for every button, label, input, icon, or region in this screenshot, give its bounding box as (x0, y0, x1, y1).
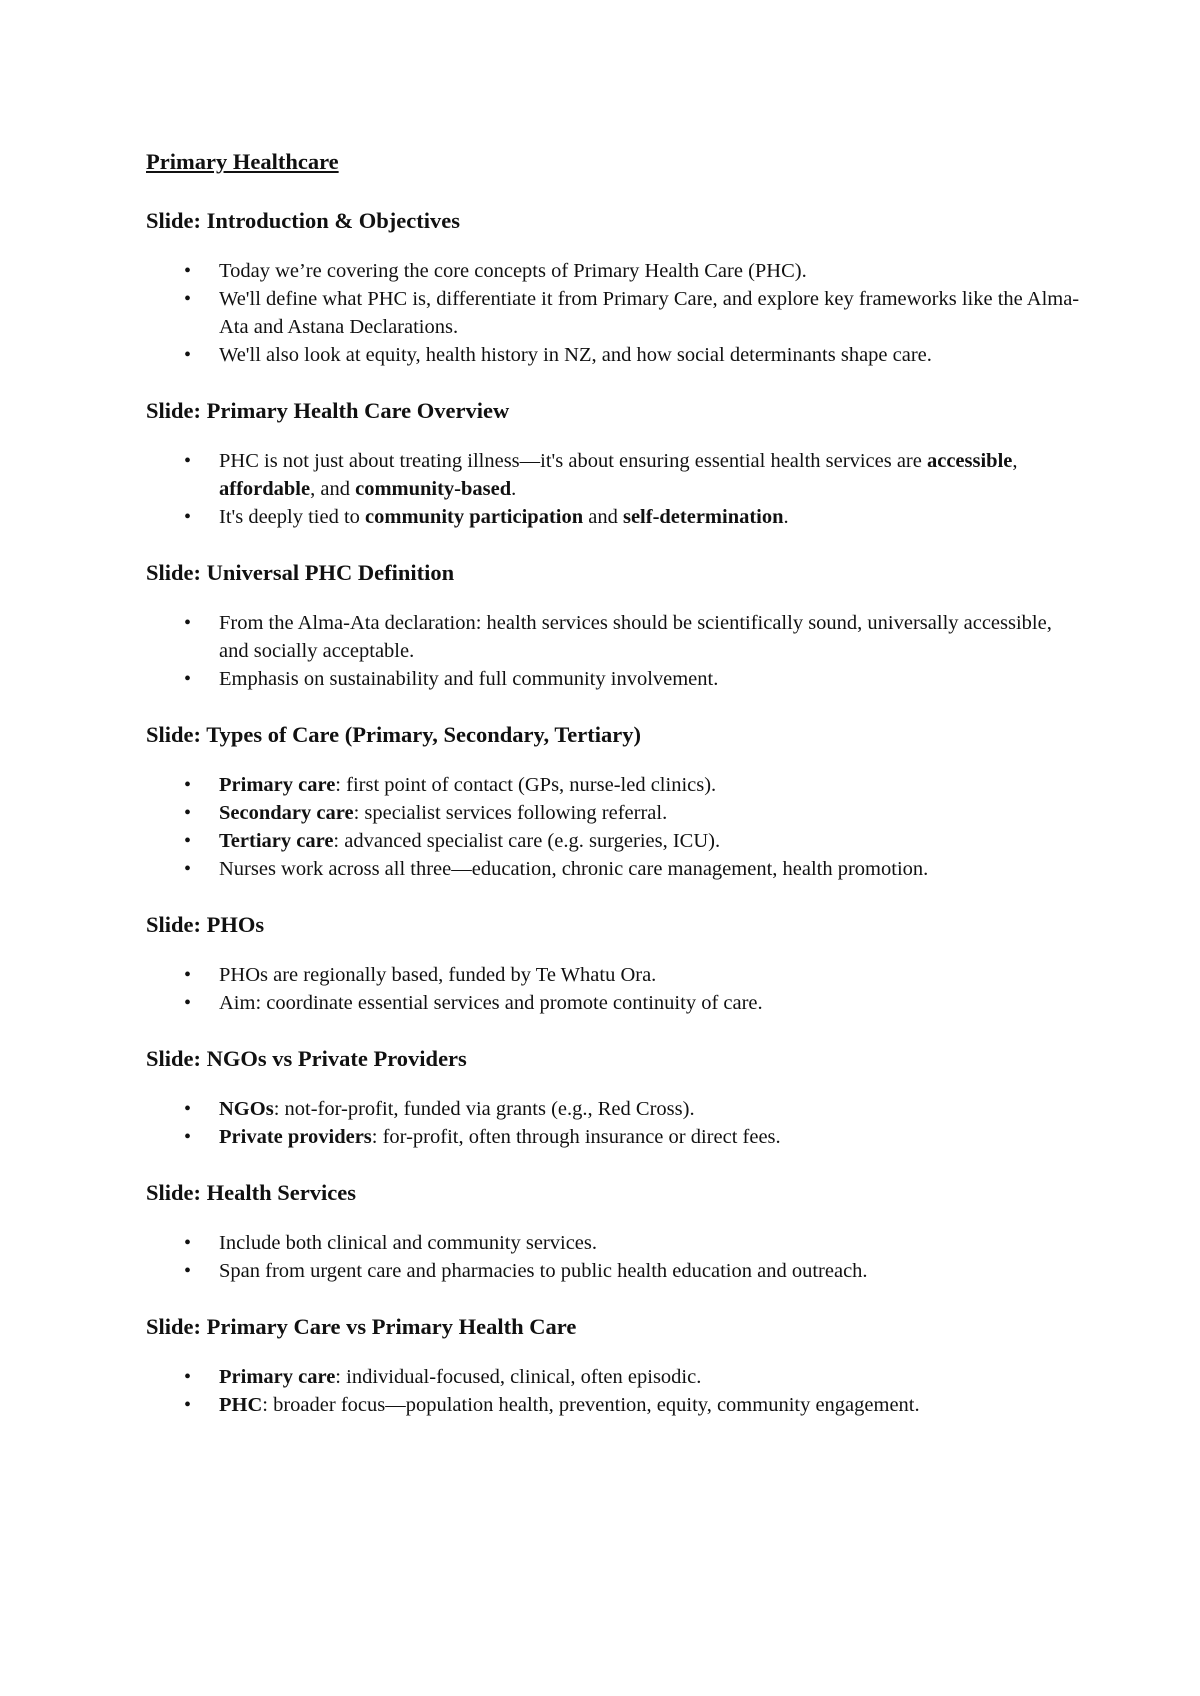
item-text: : not-for-profit, funded via grants (e.g., Red Cross). (273, 1098, 695, 1120)
bullet-list (146, 609, 1080, 693)
bullet-item (146, 1095, 1080, 1123)
bullet-icon: • (184, 802, 192, 824)
item-text: , (1012, 450, 1018, 472)
bullet-icon: • (184, 830, 192, 852)
bullet-list (146, 771, 1080, 883)
bullet-icon: • (184, 1232, 192, 1254)
bullet-item (146, 341, 1080, 369)
item-text: Aim: coordinate essential services and promote continuity of care. (219, 992, 763, 1014)
bullet-list (146, 1095, 1080, 1151)
slide-section (146, 557, 1080, 693)
bullet-list (146, 1229, 1080, 1285)
item-text: : specialist services following referral. (353, 802, 668, 824)
item-text: We'll define what PHC is, differentiate it from Primary Care, and explore key frameworks like the Alma-Ata and Astana Declarations. (219, 288, 1080, 338)
bullet-icon: • (184, 1098, 192, 1120)
bullet-item (146, 1257, 1080, 1285)
item-text: : individual-focused, clinical, often episodic. (335, 1366, 702, 1388)
slide-section (146, 1177, 1080, 1285)
bullet-icon: • (184, 288, 192, 310)
bold-term: community-based (355, 478, 512, 500)
section-heading: Slide: Primary Health Care Overview (146, 398, 510, 423)
bullet-item (146, 1363, 1080, 1391)
bullet-list (146, 447, 1080, 531)
bullet-icon: • (184, 668, 192, 690)
bullet-item (146, 961, 1080, 989)
section-heading: Slide: NGOs vs Private Providers (146, 1046, 467, 1071)
item-text: Span from urgent care and pharmacies to public health education and outreach. (219, 1260, 868, 1282)
bullet-icon: • (184, 774, 192, 796)
item-text: and (583, 506, 623, 528)
bullet-item (146, 989, 1080, 1017)
bullet-icon: • (184, 1366, 192, 1388)
bold-term: Tertiary care (219, 830, 334, 852)
item-text: Include both clinical and community services. (219, 1232, 597, 1254)
item-text: Today we’re covering the core concepts of Primary Health Care (PHC). (219, 260, 807, 282)
bullet-icon: • (184, 1126, 192, 1148)
bullet-icon: • (184, 858, 192, 880)
bullet-item (146, 257, 1080, 285)
bullet-list (146, 257, 1080, 369)
bullet-item (146, 1123, 1080, 1151)
bold-term: NGOs (219, 1098, 274, 1120)
bullet-icon: • (184, 450, 192, 472)
slide-section (146, 719, 1080, 883)
bullet-icon: • (184, 992, 192, 1014)
item-text: From the Alma-Ata declaration: health services should be scientifically sound, universally accessible, and socially acceptable. (219, 612, 1052, 662)
slide-section (146, 205, 1080, 369)
document-title: Primary Healthcare (146, 149, 339, 174)
item-text: : for-profit, often through insurance or direct fees. (371, 1126, 781, 1148)
bullet-list (146, 961, 1080, 1017)
item-text: : first point of contact (GPs, nurse-led clinics). (335, 774, 717, 796)
item-text: PHOs are regionally based, funded by Te Whatu Ora. (219, 964, 657, 986)
item-text: Nurses work across all three—education, chronic care management, health promotion. (219, 858, 929, 880)
bold-term: Private providers (219, 1126, 372, 1148)
section-heading: Slide: Health Services (146, 1180, 356, 1205)
bullet-icon: • (184, 260, 192, 282)
bullet-icon: • (184, 506, 192, 528)
bullet-item (146, 447, 1080, 503)
bullet-item (146, 799, 1080, 827)
bullet-item (146, 827, 1080, 855)
bold-term: PHC (219, 1394, 263, 1416)
bold-term: affordable (219, 478, 311, 500)
bullet-icon: • (184, 612, 192, 634)
item-text: Emphasis on sustainability and full community involvement. (219, 668, 719, 690)
slide-section (146, 909, 1080, 1017)
bullet-item (146, 503, 1080, 531)
bullet-item (146, 665, 1080, 693)
item-text: : advanced specialist care (e.g. surgeries, ICU). (333, 830, 721, 852)
bullet-icon: • (184, 344, 192, 366)
section-heading: Slide: PHOs (146, 912, 265, 937)
bold-term: Primary care (219, 1366, 336, 1388)
item-text: . (783, 506, 789, 528)
section-heading: Slide: Introduction & Objectives (146, 208, 460, 233)
slide-section (146, 395, 1080, 531)
bullet-icon: • (184, 1394, 192, 1416)
bold-term: Primary care (219, 774, 336, 796)
bullet-item (146, 1229, 1080, 1257)
item-text: , and (310, 478, 356, 500)
bold-term: accessible (926, 450, 1013, 472)
bullet-item (146, 609, 1080, 665)
bullet-item (146, 771, 1080, 799)
item-text: It's deeply tied to (219, 506, 366, 528)
bullet-list (146, 1363, 1080, 1419)
section-heading: Slide: Universal PHC Definition (146, 560, 455, 585)
item-text: PHC is not just about treating illness—it's about ensuring essential health services are (219, 450, 927, 472)
bullet-item (146, 285, 1080, 341)
bullet-icon: • (184, 964, 192, 986)
slide-section (146, 1311, 1080, 1419)
item-text: . (511, 478, 517, 500)
bold-term: community participation (365, 506, 584, 528)
bullet-icon: • (184, 1260, 192, 1282)
slide-section (146, 1043, 1080, 1151)
item-text: We'll also look at equity, health history in NZ, and how social determinants shape care. (219, 344, 932, 366)
item-text: : broader focus—population health, prevention, equity, community engagement. (262, 1394, 920, 1416)
document-body (146, 205, 1080, 1419)
bold-term: Secondary care (219, 802, 354, 824)
bullet-item (146, 1391, 1080, 1419)
bullet-item (146, 855, 1080, 883)
bold-term: self-determination (622, 506, 784, 528)
section-heading: Slide: Types of Care (Primary, Secondary, Tertiary) (146, 722, 641, 747)
section-heading: Slide: Primary Care vs Primary Health Care (146, 1314, 577, 1339)
